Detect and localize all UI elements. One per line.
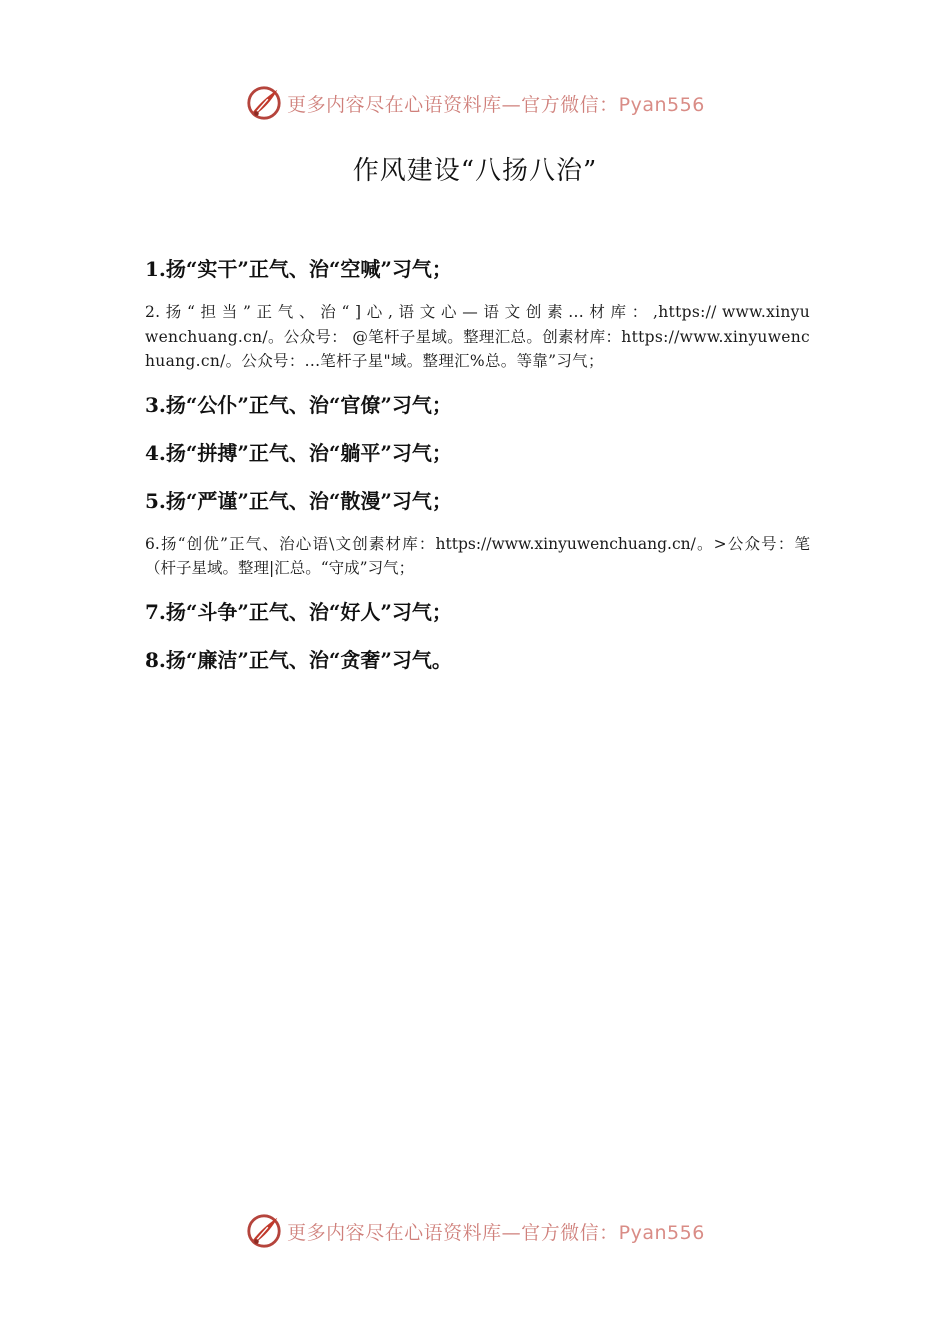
item-6: 6.扬“创优”正气、治心语\文创素材库：https://www.xinyuwenchuang.cn/。>公众号：笔（杆子星域。整理|汇总。“守成”习气； [145, 534, 810, 577]
header-watermark [0, 84, 950, 122]
watermark-text: 更多内容尽在心语资料库—官方微信：Pyan556 [287, 93, 705, 116]
item-4: 4.扬“拼搏”正气、治“躺平”习气； [145, 440, 452, 465]
item-7: 7.扬“斗争”正气、治“好人”习气； [145, 599, 452, 624]
footer-watermark [0, 1212, 950, 1250]
item-2: 2. 扬 “ 担 当 ” 正 气 、 治 “ ] 心 , 语 文 心 — 语 文 创 素 ... 材 库 ： ,https:// www.xinyuwenchuang.cn/。公众号： @笔杆子星域。整理汇总。创素材库：https://www.xinyuwenchuang.cn/。公众号：...笔杆子星"域。整理汇%总。等靠”习气； [145, 303, 810, 370]
watermark-wechat-id: Pyan556 [618, 1221, 705, 1244]
item-5: 5.扬“严谨”正气、治“散漫”习气； [145, 488, 452, 513]
watermark-text: 更多内容尽在心语资料库—官方微信：Pyan556 [287, 1221, 705, 1244]
item-1: 1.扬“实干”正气、治“空喊”习气； [145, 257, 452, 281]
document-body [145, 252, 810, 691]
item-3: 3.扬“公仆”正气、治“官僚”习气； [145, 392, 452, 417]
quill-logo-icon [245, 1212, 283, 1250]
item-8: 8.扬“廉洁”正气、治“贪奢”习气。 [145, 647, 452, 672]
document-title: 作风建设“八扬八治” [352, 156, 598, 186]
quill-logo-icon [245, 84, 283, 122]
watermark-wechat-id: Pyan556 [618, 93, 705, 116]
